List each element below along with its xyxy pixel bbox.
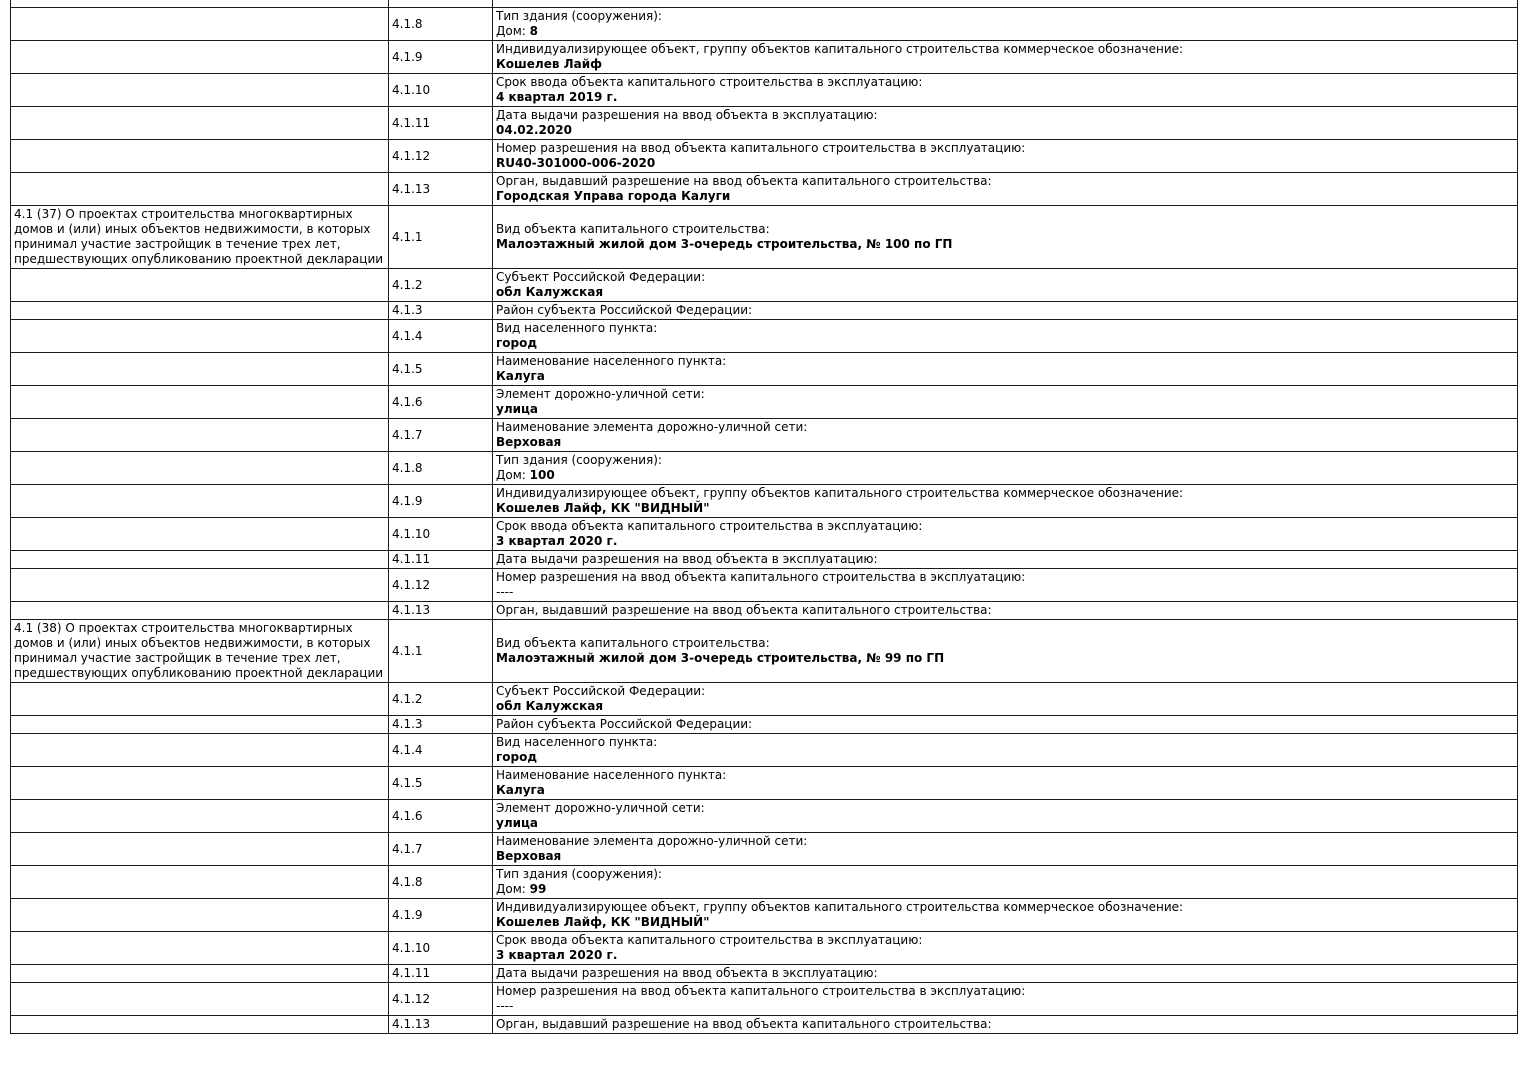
description-cell (11, 485, 389, 518)
field-value-line (496, 189, 1514, 204)
row-code-cell: 4.1.1 (389, 206, 493, 269)
content-cell (493, 269, 1518, 302)
description-cell (11, 983, 389, 1016)
table-row (11, 140, 1518, 173)
row-code-cell: 4.1.13 (389, 1016, 493, 1034)
table-row (11, 833, 1518, 866)
field-label: Орган, выдавший разрешение на ввод объекта капитального строительства: (496, 603, 992, 617)
field-value-line (496, 402, 1514, 417)
field-label: Индивидуализирующее объект, группу объектов капитального строительства коммерческое обозначение: (496, 42, 1184, 56)
table-row (11, 932, 1518, 965)
table-row (11, 173, 1518, 206)
table-row-partial (11, 0, 1518, 8)
field-label: Наименование элемента дорожно-уличной сети: (496, 834, 808, 848)
field-value-line (496, 336, 1514, 351)
content-cell (493, 320, 1518, 353)
field-label: Элемент дорожно-уличной сети: (496, 387, 705, 401)
content-cell (493, 899, 1518, 932)
description-cell (11, 932, 389, 965)
field-value-line (496, 849, 1514, 864)
field-label: Тип здания (сооружения): (496, 9, 662, 23)
row-code-cell: 4.1.4 (389, 734, 493, 767)
table-row (11, 353, 1518, 386)
content-cell (493, 833, 1518, 866)
row-code-cell: 4.1.12 (389, 569, 493, 602)
field-label: Наименование элемента дорожно-уличной сети: (496, 420, 808, 434)
row-code-cell: 4.1.11 (389, 107, 493, 140)
field-label: Вид объекта капитального строительства: (496, 222, 770, 236)
row-code-cell: 4.1.12 (389, 140, 493, 173)
field-value: ---- (496, 999, 514, 1013)
content-cell (493, 866, 1518, 899)
content-cell (493, 800, 1518, 833)
field-value: обл Калужская (496, 699, 604, 713)
description-cell (11, 683, 389, 716)
field-value-line (496, 369, 1514, 384)
table-row (11, 452, 1518, 485)
field-label: Район субъекта Российской Федерации: (496, 303, 753, 317)
row-code-cell: 4.1.8 (389, 452, 493, 485)
description-cell (11, 800, 389, 833)
content-cell (493, 0, 1518, 8)
description-cell (11, 965, 389, 983)
description-cell (11, 74, 389, 107)
row-code-cell: 4.1.8 (389, 8, 493, 41)
field-value: Верховая (496, 435, 562, 449)
description-cell (11, 140, 389, 173)
field-value: 04.02.2020 (496, 123, 572, 137)
description-cell (11, 767, 389, 800)
table-row (11, 74, 1518, 107)
description-cell (11, 302, 389, 320)
field-value-prefix: Дом: (496, 882, 530, 896)
content-cell (493, 386, 1518, 419)
field-value-line (496, 534, 1514, 549)
row-code-cell: 4.1.9 (389, 899, 493, 932)
field-value: Калуга (496, 783, 545, 797)
row-code-cell: 4.1.2 (389, 683, 493, 716)
content-cell (493, 173, 1518, 206)
description-cell (11, 320, 389, 353)
description-cell (11, 386, 389, 419)
content-cell (493, 518, 1518, 551)
field-value: Кошелев Лайф, КК "ВИДНЫЙ" (496, 915, 710, 929)
row-code-cell: 4.1.6 (389, 386, 493, 419)
field-value: Верховая (496, 849, 562, 863)
field-label: Номер разрешения на ввод объекта капитального строительства в эксплуатацию: (496, 984, 1026, 998)
field-label: Номер разрешения на ввод объекта капитального строительства в эксплуатацию: (496, 141, 1026, 155)
table-row (11, 206, 1518, 269)
table-row (11, 386, 1518, 419)
table-row (11, 866, 1518, 899)
field-value: 100 (529, 468, 555, 482)
description-cell (11, 716, 389, 734)
field-label: Субъект Российской Федерации: (496, 684, 706, 698)
field-label: Субъект Российской Федерации: (496, 270, 706, 284)
table-row (11, 983, 1518, 1016)
field-label: Тип здания (сооружения): (496, 453, 662, 467)
field-value-line (496, 285, 1514, 300)
row-code-cell: 4.1.10 (389, 932, 493, 965)
row-code-cell: 4.1.8 (389, 866, 493, 899)
field-label: Дата выдачи разрешения на ввод объекта в эксплуатацию: (496, 552, 878, 566)
table-row (11, 899, 1518, 932)
field-label: Элемент дорожно-уличной сети: (496, 801, 705, 815)
field-value-prefix: Дом: (496, 24, 530, 38)
field-label: Орган, выдавший разрешение на ввод объекта капитального строительства: (496, 174, 992, 188)
field-label: Орган, выдавший разрешение на ввод объекта капитального строительства: (496, 1017, 992, 1031)
field-value: ---- (496, 585, 514, 599)
section-title: 4.1 (38) О проектах строительства многоквартирных домов и (или) иных объектов недвижимости, в которых принимал участие застройщик в течение трех лет, предшествующих опубликованию проектной декларации (14, 621, 384, 680)
content-cell (493, 419, 1518, 452)
field-label: Наименование населенного пункта: (496, 768, 727, 782)
description-cell (11, 0, 389, 8)
row-code-cell: 4.1.3 (389, 716, 493, 734)
description-cell (11, 518, 389, 551)
field-value-line (496, 882, 1514, 897)
field-label: Индивидуализирующее объект, группу объектов капитального строительства коммерческое обозначение: (496, 486, 1184, 500)
field-label: Наименование населенного пункта: (496, 354, 727, 368)
description-cell (11, 41, 389, 74)
content-cell (493, 551, 1518, 569)
field-label: Срок ввода объекта капитального строительства в эксплуатацию: (496, 519, 923, 533)
field-value-line (496, 156, 1514, 171)
row-code-cell: 4.1.10 (389, 518, 493, 551)
content-cell (493, 716, 1518, 734)
content-cell (493, 569, 1518, 602)
table-row (11, 320, 1518, 353)
field-label: Номер разрешения на ввод объекта капитального строительства в эксплуатацию: (496, 570, 1026, 584)
content-cell (493, 107, 1518, 140)
field-value: Городская Управа города Калуги (496, 189, 731, 203)
field-value-line (496, 999, 1514, 1014)
table-row (11, 767, 1518, 800)
field-value-line (496, 468, 1514, 483)
row-code-cell: 4.1.11 (389, 551, 493, 569)
code-cell (389, 0, 493, 8)
row-code-cell: 4.1.10 (389, 74, 493, 107)
field-value: город (496, 336, 538, 350)
field-value: Калуга (496, 369, 545, 383)
field-label: Индивидуализирующее объект, группу объектов капитального строительства коммерческое обозначение: (496, 900, 1184, 914)
table-row (11, 569, 1518, 602)
description-cell (11, 833, 389, 866)
content-cell (493, 452, 1518, 485)
field-value: 8 (529, 24, 538, 38)
field-value-line (496, 90, 1514, 105)
description-cell (11, 1016, 389, 1034)
description-cell (11, 734, 389, 767)
field-value-line (496, 237, 1514, 252)
row-code-cell: 4.1.13 (389, 602, 493, 620)
content-cell (493, 41, 1518, 74)
field-value-line (496, 915, 1514, 930)
description-cell (11, 569, 389, 602)
field-value: Кошелев Лайф, КК "ВИДНЫЙ" (496, 501, 710, 515)
field-value-line (496, 816, 1514, 831)
field-value: 3 квартал 2020 г. (496, 948, 618, 962)
description-cell (11, 866, 389, 899)
table-row (11, 734, 1518, 767)
field-value-line (496, 435, 1514, 450)
description-cell (11, 899, 389, 932)
field-label: Район субъекта Российской Федерации: (496, 717, 753, 731)
content-cell (493, 965, 1518, 983)
content-cell (493, 983, 1518, 1016)
content-cell (493, 602, 1518, 620)
row-code-cell: 4.1.5 (389, 353, 493, 386)
description-cell (11, 452, 389, 485)
table-row (11, 551, 1518, 569)
row-code-cell: 4.1.5 (389, 767, 493, 800)
field-label: Срок ввода объекта капитального строительства в эксплуатацию: (496, 933, 923, 947)
field-value: Малоэтажный жилой дом 3-очередь строительства, № 100 по ГП (496, 237, 953, 251)
field-label: Вид объекта капитального строительства: (496, 636, 770, 650)
field-label: Тип здания (сооружения): (496, 867, 662, 881)
field-label: Вид населенного пункта: (496, 735, 658, 749)
field-label: Дата выдачи разрешения на ввод объекта в эксплуатацию: (496, 966, 878, 980)
field-value-line (496, 699, 1514, 714)
field-value-line (496, 123, 1514, 138)
table-row (11, 683, 1518, 716)
field-value-line (496, 24, 1514, 39)
field-label: Срок ввода объекта капитального строительства в эксплуатацию: (496, 75, 923, 89)
table-row (11, 107, 1518, 140)
field-value-line (496, 501, 1514, 516)
description-cell (11, 602, 389, 620)
field-value-line (496, 57, 1514, 72)
content-cell (493, 1016, 1518, 1034)
content-cell (493, 734, 1518, 767)
field-value-line (496, 948, 1514, 963)
table-row (11, 8, 1518, 41)
description-cell (11, 269, 389, 302)
field-label: Дата выдачи разрешения на ввод объекта в эксплуатацию: (496, 108, 878, 122)
table-row (11, 965, 1518, 983)
field-value: город (496, 750, 538, 764)
content-cell (493, 140, 1518, 173)
field-value-line (496, 750, 1514, 765)
row-code-cell: 4.1.7 (389, 833, 493, 866)
description-cell (11, 173, 389, 206)
field-value: 4 квартал 2019 г. (496, 90, 618, 104)
table-row (11, 800, 1518, 833)
field-value: Малоэтажный жилой дом 3-очередь строительства, № 99 по ГП (496, 651, 945, 665)
field-value: улица (496, 816, 539, 830)
content-cell (493, 302, 1518, 320)
description-cell (11, 353, 389, 386)
row-code-cell: 4.1.9 (389, 485, 493, 518)
field-value: 3 квартал 2020 г. (496, 534, 618, 548)
content-cell (493, 620, 1518, 683)
field-value-line (496, 585, 1514, 600)
table-row (11, 269, 1518, 302)
description-cell (11, 419, 389, 452)
field-value: Кошелев Лайф (496, 57, 603, 71)
table-row (11, 716, 1518, 734)
table-row (11, 518, 1518, 551)
row-code-cell: 4.1.11 (389, 965, 493, 983)
declaration-table (10, 0, 1518, 1034)
row-code-cell: 4.1.4 (389, 320, 493, 353)
content-cell (493, 485, 1518, 518)
declaration-table-body (11, 0, 1518, 1034)
table-row (11, 302, 1518, 320)
row-code-cell: 4.1.7 (389, 419, 493, 452)
content-cell (493, 932, 1518, 965)
field-label: Вид населенного пункта: (496, 321, 658, 335)
table-row (11, 602, 1518, 620)
row-code-cell: 4.1.3 (389, 302, 493, 320)
section-title: 4.1 (37) О проектах строительства многоквартирных домов и (или) иных объектов недвижимости, в которых принимал участие застройщик в течение трех лет, предшествующих опубликованию проектной декларации (14, 207, 384, 266)
table-row (11, 419, 1518, 452)
description-cell (11, 620, 389, 683)
description-cell (11, 551, 389, 569)
row-code-cell: 4.1.9 (389, 41, 493, 74)
field-value-line (496, 651, 1514, 666)
row-code-cell: 4.1.2 (389, 269, 493, 302)
content-cell (493, 767, 1518, 800)
table-row (11, 485, 1518, 518)
field-value: 99 (529, 882, 547, 896)
row-code-cell: 4.1.1 (389, 620, 493, 683)
description-cell (11, 8, 389, 41)
description-cell (11, 107, 389, 140)
field-value: обл Калужская (496, 285, 604, 299)
table-row (11, 620, 1518, 683)
field-value-prefix: Дом: (496, 468, 530, 482)
content-cell (493, 353, 1518, 386)
description-cell (11, 206, 389, 269)
table-row (11, 41, 1518, 74)
field-value: улица (496, 402, 539, 416)
field-value: RU40-301000-006-2020 (496, 156, 656, 170)
content-cell (493, 8, 1518, 41)
row-code-cell: 4.1.12 (389, 983, 493, 1016)
table-row (11, 1016, 1518, 1034)
row-code-cell: 4.1.6 (389, 800, 493, 833)
content-cell (493, 74, 1518, 107)
content-cell (493, 206, 1518, 269)
field-value-line (496, 783, 1514, 798)
content-cell (493, 683, 1518, 716)
row-code-cell: 4.1.13 (389, 173, 493, 206)
